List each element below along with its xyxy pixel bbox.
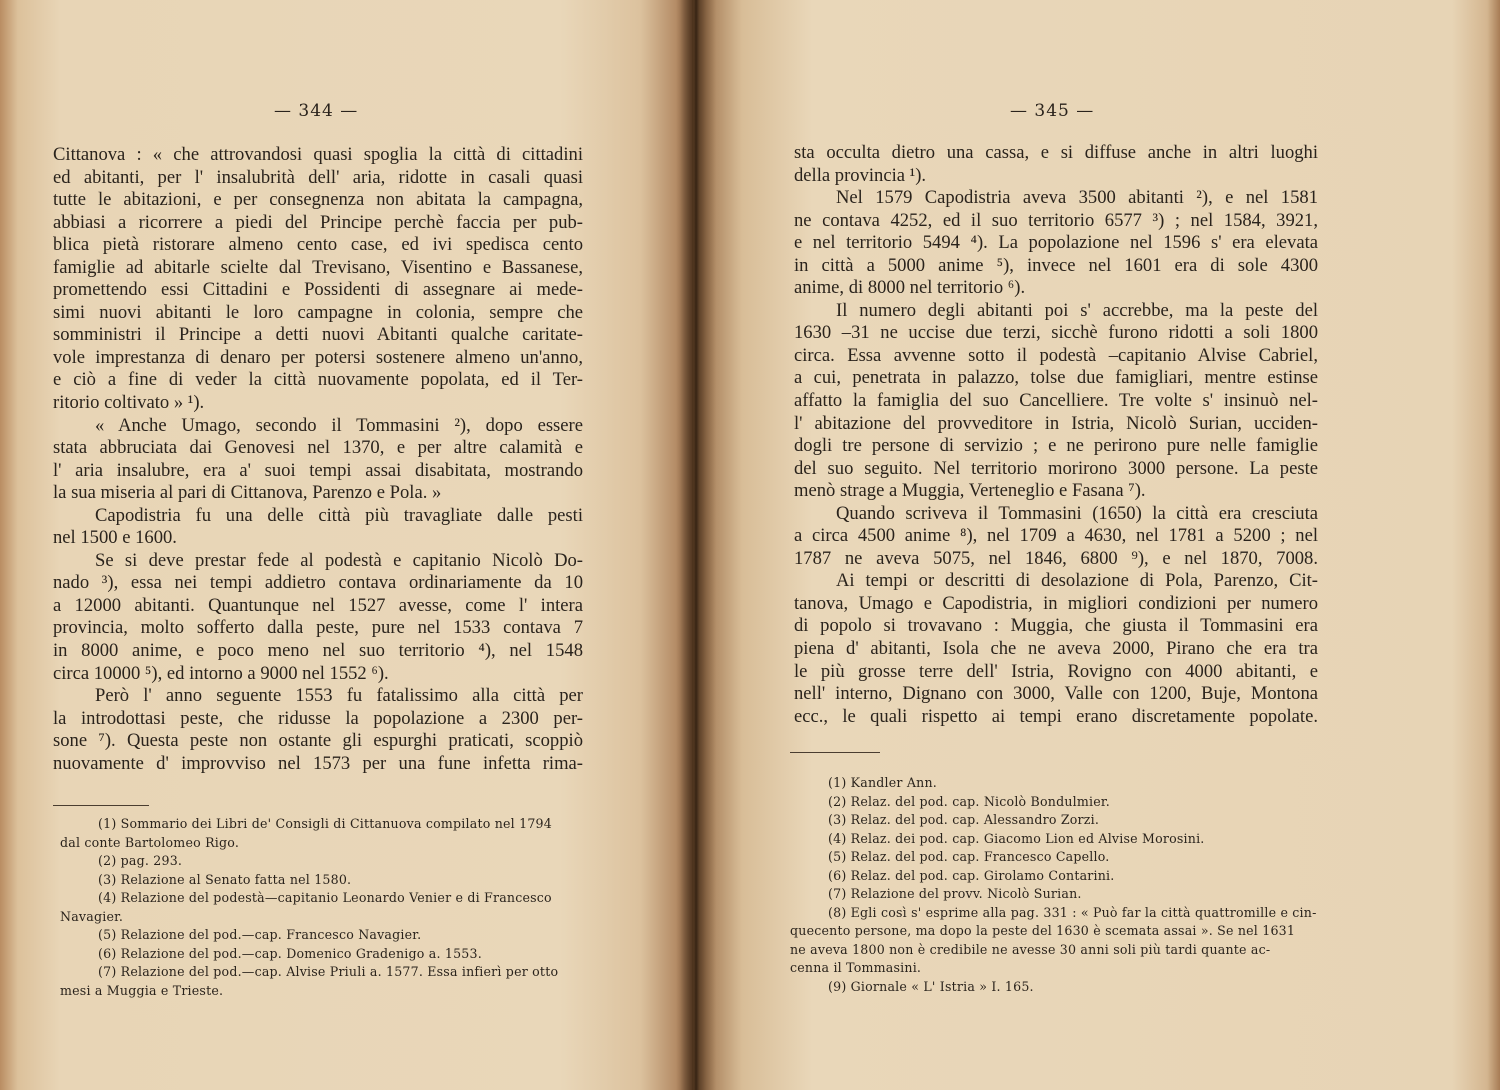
text-line: famiglie ad abitarle scielte dal Trevisano, Visentino e Bassanese, <box>53 256 583 278</box>
text-line: sone ⁷). Questa peste non ostante gli espurghi praticati, scoppiò <box>53 730 583 752</box>
footnote: (4) Relaz. dei pod. cap. Giacomo Lion ed Alvise Morosini. <box>828 830 1205 846</box>
page-number: — 345 — <box>1010 101 1095 121</box>
footnote: (7) Relazione del pod.—cap. Alvise Priuli a. 1577. Essa infierì per otto <box>98 964 559 979</box>
body-text <box>794 142 1318 728</box>
right-page <box>692 0 1500 1090</box>
text-line: 1630 –31 ne uccise due terzi, sicchè furono ridotti a soli 1800 <box>794 322 1318 344</box>
footnote: (7) Relazione del provv. Nicolò Surian. <box>828 886 1082 901</box>
footnote: ne aveva 1800 non è credibile ne avesse 30 anni soli più tardi quante ac- <box>790 941 1271 957</box>
text-line: provincia, molto sofferto dalla peste, pure nel 1533 contava 7 <box>53 617 583 639</box>
footnote-rule <box>53 805 149 806</box>
text-line: circa. Essa avvenne sotto il podestà –capitanio Alvise Cabriel, <box>794 344 1318 366</box>
footnote: (6) Relazione del pod.—cap. Domenico Gradenigo a. 1553. <box>98 945 482 961</box>
text-line: a circa 4500 anime ⁸), nel 1709 a 4630, nel 1781 a 5200 ; nel <box>794 525 1318 547</box>
text-line: 1787 ne aveva 5075, nel 1846, 6800 ⁹), e nel 1870, 7008. <box>794 547 1318 569</box>
page-number: — 344 — <box>274 101 359 121</box>
text-line: affatto la famiglia del suo Cancelliere. Tre volte s' insinuò nel- <box>794 390 1318 412</box>
footnote: quecento persone, ma dopo la peste del 1630 è scemata assai ». Se nel 1631 <box>790 923 1296 938</box>
footnote: (5) Relazione del pod.—cap. Francesco Navagier. <box>98 927 422 942</box>
text-line: a cui, penetrata in palazzo, tolse due famigliari, mentre estinse <box>794 367 1318 389</box>
text-line: simi nuovi abitanti le loro campagne in colonia, sempre che <box>53 301 583 323</box>
text-line: Se si deve prestar fede al podestà e capitanio Nicolò Do- <box>95 549 583 571</box>
footnote: (3) Relaz. del pod. cap. Alessandro Zorzi. <box>828 812 1100 827</box>
text-line: l' aria insalubre, era a' suoi tempi assai disabitata, mostrando <box>53 459 583 481</box>
text-line: in città a 5000 anime ⁵), invece nel 1601 era di sole 4300 <box>794 254 1318 276</box>
text-line: circa 10000 ⁵), ed intorno a 9000 nel 1552 ⁶). <box>53 662 389 684</box>
text-line: somministri il Principe a detti nuovi Abitanti qualche caritate- <box>53 324 583 346</box>
text-line: nuovamente d' improvviso nel 1573 per una fune infetta rima- <box>53 752 583 774</box>
footnote: Navagier. <box>60 908 124 924</box>
text-line: la sua miseria al pari di Cittanova, Parenzo e Pola. » <box>53 482 442 504</box>
footnote-rule <box>790 752 880 753</box>
footnote: (2) pag. 293. <box>98 853 183 868</box>
footnotes <box>60 815 594 1000</box>
text-line: sta occulta dietro una cassa, e si diffuse anche in altri luoghi <box>794 142 1318 163</box>
text-line: Ai tempi or descritti di desolazione di Pola, Parenzo, Cit- <box>836 570 1318 592</box>
text-line: Capodistria fu una delle città più travagliate dalle pesti <box>95 504 583 526</box>
text-line: in 8000 anime, e poco meno nel suo territorio ⁴), nel 1548 <box>53 640 583 662</box>
footnote: dal conte Bartolomeo Rigo. <box>60 834 240 850</box>
text-line: Il numero degli abitanti poi s' accrebbe, ma la peste del <box>836 299 1318 321</box>
footnote: (9) Giornale « L' Istria » I. 165. <box>828 978 1034 994</box>
text-line: ed abitanti, per l' insalubrità dell' aria, ridotte in casali quasi <box>53 166 583 188</box>
text-line: Nel 1579 Capodistria aveva 3500 abitanti ²), e nel 1581 <box>836 187 1318 209</box>
text-line: tanova, Umago e Capodistria, in migliori condizioni per numero <box>794 592 1318 614</box>
text-line: a 12000 abitanti. Quantunque nel 1527 avesse, come l' intera <box>53 594 583 616</box>
text-line: stata abbruciata dai Genovesi nel 1370, e per altre calamità e <box>53 437 583 459</box>
footnote: (8) Egli così s' esprime alla pag. 331 : « Può far la città quattromille e cin- <box>828 904 1317 920</box>
text-line: piena d' abitanti, Isola che ne aveva 2000, Pirano che era tra <box>794 638 1318 660</box>
body-text <box>53 144 583 775</box>
text-line: anime, di 8000 nel territorio ⁶). <box>794 277 1026 299</box>
text-line: le più grosse terre dell' Istria, Rovigno con 4000 abitanti, e <box>794 660 1318 682</box>
text-line: di popolo si trovavano : Muggia, che giusta il Tommasini era <box>794 615 1318 637</box>
text-line: e ciò a fine di veder la città nuovamente popolata, ed il Ter- <box>53 369 583 391</box>
text-line: ecc., le quali rispetto ai tempi erano discretamente popolate. <box>794 705 1318 727</box>
footnote: (5) Relaz. del pod. cap. Francesco Capello. <box>828 849 1110 864</box>
footnote: mesi a Muggia e Trieste. <box>60 982 224 998</box>
text-line: nado ³), essa nei tempi addietro contava ordinariamente da 10 <box>53 572 583 594</box>
footnotes <box>790 774 1320 996</box>
text-line: vole imprestanza di denaro per potersi sostenere almeno un'anno, <box>53 346 583 368</box>
text-line: menò strage a Muggia, Verteneglio e Fasana ⁷). <box>794 480 1146 502</box>
text-line: nel 1500 e 1600. <box>53 527 177 549</box>
footnote: cenna il Tommasini. <box>790 960 922 975</box>
footnote: (3) Relazione al Senato fatta nel 1580. <box>98 871 352 887</box>
footnote: (4) Relazione del podestà—capitanio Leonardo Venier e di Francesco <box>98 890 552 905</box>
text-line: nell' interno, Dignano con 3000, Valle con 1200, Buje, Montona <box>794 683 1318 705</box>
text-line: abbiasi a ricorrere a piedi del Principe perchè faccia per pub- <box>53 211 583 233</box>
footnote: (2) Relaz. del pod. cap. Nicolò Bondulmier. <box>828 793 1110 809</box>
text-line: ritorio coltivato » ¹). <box>53 392 205 414</box>
text-line: ne contava 4252, ed il suo territorio 6577 ³) ; nel 1584, 3921, <box>794 209 1318 231</box>
text-line: promettendo essi Cittadini e Possidenti di assegnare ai mede- <box>53 279 583 301</box>
left-page <box>0 0 692 1090</box>
text-line: della provincia ¹). <box>794 164 927 186</box>
text-line: la introdottasi peste, che ridusse la popolazione a 2300 per- <box>53 707 583 729</box>
footnote: (6) Relaz. del pod. cap. Girolamo Contarini. <box>828 867 1115 883</box>
text-line: Quando scriveva il Tommasini (1650) la città era cresciuta <box>836 502 1318 524</box>
footnote: (1) Kandler Ann. <box>828 775 937 790</box>
text-line: del suo seguito. Nel territorio morirono 3000 persone. La peste <box>794 457 1318 479</box>
text-line: Cittanova : « che attrovandosi quasi spoglia la città di cittadini <box>53 144 583 165</box>
text-line: Però l' anno seguente 1553 fu fatalissimo alla città per <box>95 685 583 707</box>
text-line: dogli tre persone di servizio ; e ne perirono pure nelle famiglie <box>794 435 1318 457</box>
text-line: e nel territorio 5494 ⁴). La popolazione nel 1596 s' era elevata <box>794 232 1318 254</box>
text-line: tutte le abitazioni, e per consegnenza non abitata la campagna, <box>53 189 583 211</box>
text-line: « Anche Umago, secondo il Tommasini ²), dopo essere <box>95 414 583 436</box>
text-line: blica pietà ristorare almeno cento case, ed ivi spedisca cento <box>53 234 583 256</box>
footnote: (1) Sommario dei Libri de' Consigli di Cittanuova compilato nel 1794 <box>98 816 552 831</box>
text-line: l' abitazione del provveditore in Istria, Nicolò Surian, ucciden- <box>794 412 1318 434</box>
